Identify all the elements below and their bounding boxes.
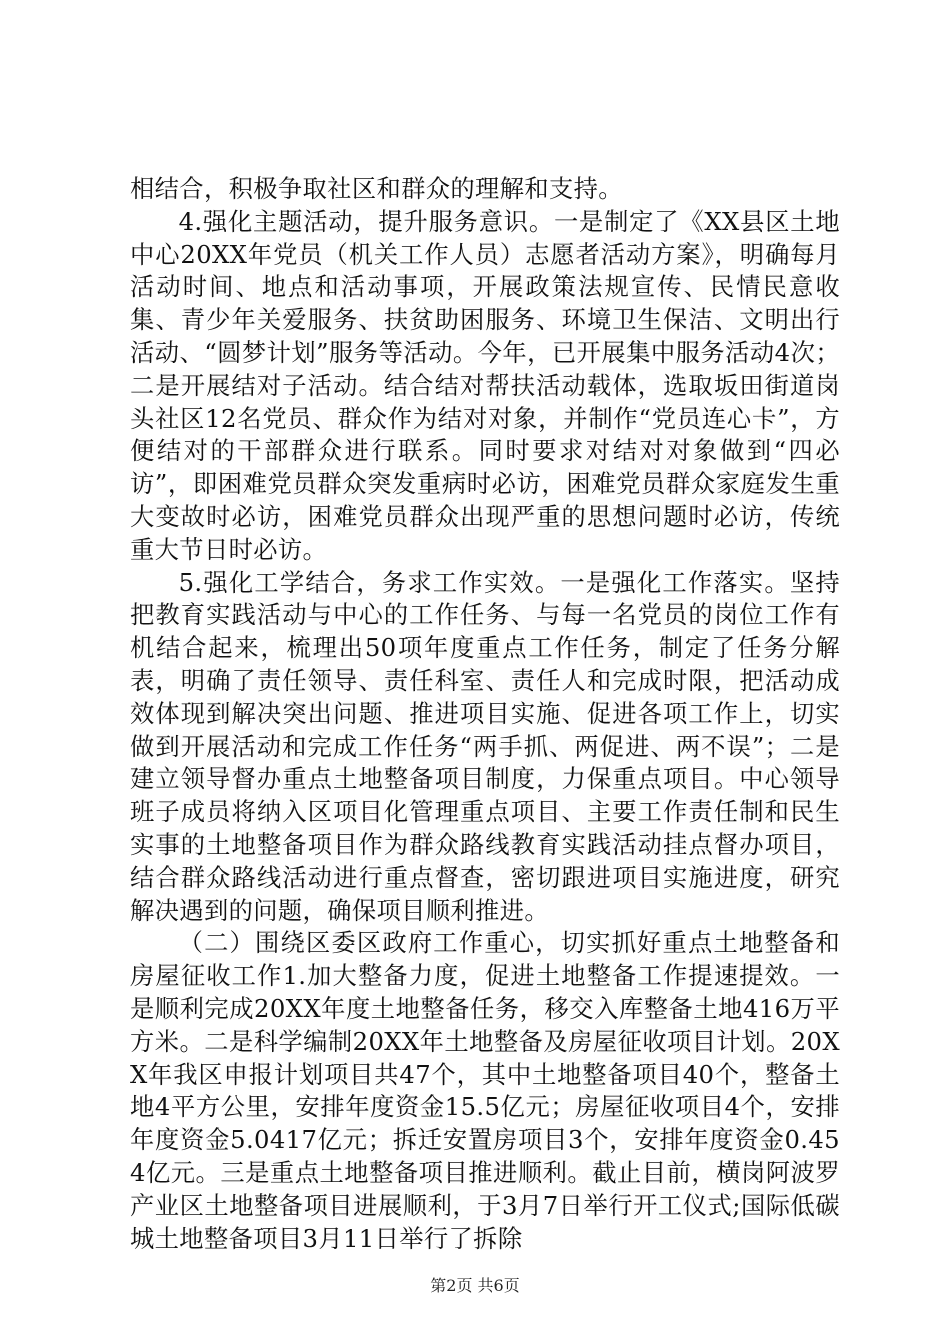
- paragraph-item-5: 5.强化工学结合，务求工作实效。一是强化工作落实。坚持把教育实践活动与中心的工作任务、与每一名党员的岗位工作有机结合起来，梳理出50项年度重点工作任务，制定了任务分解表，明确了责任领导、责任科室、责任人和完成时限，把活动成效体现到解决突出问题、推进项目实施、促进各项工作上，切实做到开展活动和完成工作任务“两手抓、两促进、两不误”；二是建立领导督办重点土地整备项目制度，力保重点项目。中心领导班子成员将纳入区项目化管理重点项目、主要工作责任制和民生实事的土地整备项目作为群众路线教育实践活动挂点督办项目，结合群众路线活动进行重点督查，密切跟进项目实施进度，研究解决遇到的问题，确保项目顺利推进。: [130, 567, 840, 925]
- paragraph-continuation: 相结合，积极争取社区和群众的理解和支持。: [130, 174, 623, 203]
- paragraph-item-4: 4.强化主题活动，提升服务意识。一是制定了《XX县区土地中心20XX年党员（机关工作人员）志愿者活动方案》，明确每月活动时间、地点和活动事项，开展政策法规宣传、民情民意收集、青少年关爱服务、扶贫助困服务、环境卫生保洁、文明出行活动、“圆梦计划”服务等活动。今年，已开展集中服务活动4次；二是开展结对子活动。结合结对帮扶活动载体，选取坂田街道岗头社区12名党员、群众作为结对对象，并制作“党员连心卡”，方便结对的干部群众进行联系。同时要求对结对对象做到“四必访”，即困难党员群众突发重病时必访，困难党员群众家庭发生重大变故时必访，困难党员群众出现严重的思想问题时必访，传统重大节日时必访。: [130, 206, 840, 564]
- paragraph-section-2: （二）围绕区委区政府工作重心，切实抓好重点土地整备和房屋征收工作1.加大整备力度，促进土地整备工作提速提效。一是顺利完成20XX年度土地整备任务，移交入库整备土地416万平方米。二是科学编制20XX年土地整备及房屋征收项目计划。20XX年我区申报计划项目共47个，其中土地整备项目40个，整备土地4平方公里，安排年度资金15.5亿元；房屋征收项目4个，安排年度资金5.0417亿元；拆迁安置房项目3个，安排年度资金0.454亿元。三是重点土地整备项目推进顺利。截止目前，横岗阿波罗产业区土地整备项目进展顺利，于3月7日举行开工仪式;国际低碳城土地整备项目3月11日举行了拆除: [130, 928, 840, 1253]
- page-footer: 第2页 共6页: [430, 1276, 520, 1295]
- document-body: [130, 173, 840, 1255]
